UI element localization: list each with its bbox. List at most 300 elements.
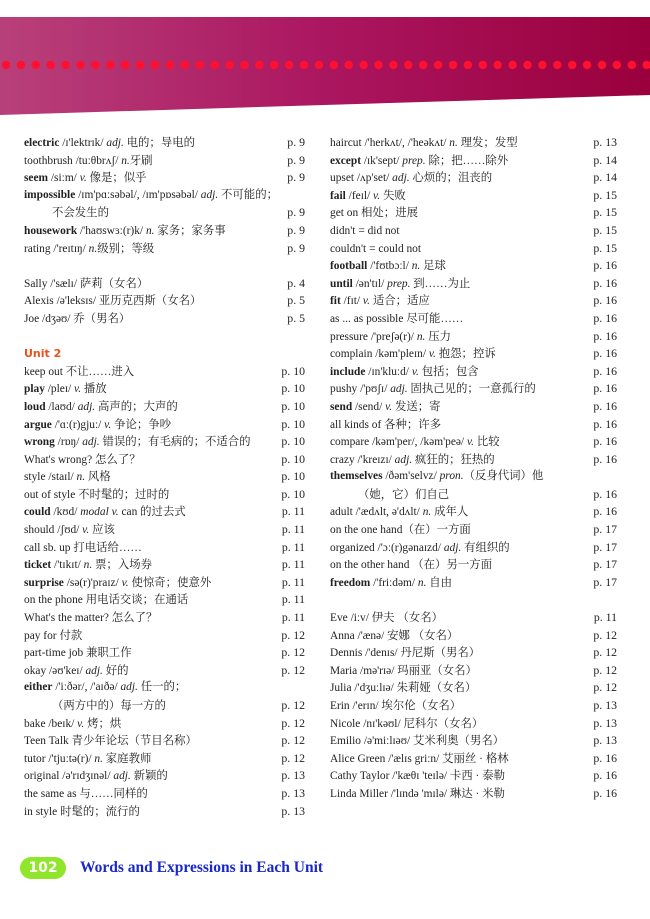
headword: Eve <box>330 612 348 625</box>
phonetic: /'ædʌlt, ə'dʌlt/ <box>352 506 423 519</box>
headword: send <box>330 400 353 413</box>
headword: organized <box>330 541 375 554</box>
headword: ticket <box>24 559 52 572</box>
headword: freedom <box>330 576 371 589</box>
glossary-entry <box>24 556 305 574</box>
page-reference: p. 14 <box>593 170 617 185</box>
part-of-speech: v. <box>466 436 475 449</box>
headword: Maria <box>330 664 358 677</box>
page-reference: p. 12 <box>593 627 617 642</box>
definition: 压力 <box>425 330 452 343</box>
glossary-entry <box>330 433 617 451</box>
page-reference: p. 9 <box>287 205 305 220</box>
headword: call sb. up <box>24 541 71 554</box>
definition: 与……同样的 <box>79 787 148 800</box>
part-of-speech: adj. <box>82 436 100 449</box>
phonetic: /'ælɪs griːn/ <box>385 752 443 765</box>
dot-decoration <box>76 61 84 69</box>
definition: 家务；家务事 <box>154 224 226 237</box>
definition: （在）另一方面 <box>412 559 493 572</box>
part-of-speech: pron. <box>439 470 464 483</box>
phonetic: /'herkʌt/, /'heəkʌt/ <box>361 137 450 149</box>
headword: bake <box>24 717 46 730</box>
dot-decoration <box>628 61 636 69</box>
definition: 争论；争吵 <box>111 418 172 431</box>
headword: fit <box>330 295 341 308</box>
page-reference: p. 16 <box>593 434 617 449</box>
headword: keep out <box>24 365 63 378</box>
headword: pay for <box>24 629 57 642</box>
dot-decoration <box>464 61 472 69</box>
part-of-speech: modal v. <box>80 506 119 519</box>
headword: Julia <box>330 682 352 695</box>
phonetic: /ə'miːlɪəʊ/ <box>361 735 413 748</box>
definition: 心烦的；沮丧的 <box>409 172 493 185</box>
headword: on the one hand <box>330 524 403 537</box>
glossary-entry <box>330 451 617 469</box>
dot-decoration <box>613 61 621 69</box>
dot-decoration <box>345 61 353 69</box>
glossary-entry <box>330 398 617 416</box>
page-reference: p. 5 <box>287 293 305 308</box>
definition: 乔（男名） <box>73 312 131 325</box>
definition: 除；把……除外 <box>425 154 509 167</box>
dot-decoration <box>300 61 308 69</box>
headword: Teen Talk <box>24 735 69 748</box>
part-of-speech: adj. <box>113 770 131 783</box>
unit-heading: Unit 2 <box>24 347 62 361</box>
definition: 不让……进入 <box>65 365 135 378</box>
definition: （反身代词）他 <box>463 470 544 483</box>
phonetic: /tuːθbrʌʃ/ <box>72 154 122 167</box>
headword: Dennis <box>330 647 363 660</box>
phonetic: /'haʊswɜː(r)k/ <box>77 224 146 237</box>
phonetic: /'ænə/ <box>354 629 388 642</box>
headword: on the phone <box>24 594 83 607</box>
phonetic: /ə'rɪdʒɪnəl/ <box>59 770 114 783</box>
definition: 疯狂的；狂热的 <box>412 453 495 466</box>
glossary-entry <box>330 134 617 152</box>
page-reference: p. 16 <box>593 398 617 413</box>
headword: should <box>24 524 55 537</box>
headword: fail <box>330 189 346 202</box>
dot-decoration <box>538 61 546 69</box>
headword: tutor <box>24 752 46 765</box>
glossary-entry <box>330 292 617 310</box>
definition: 有组织的 <box>461 541 510 554</box>
dot-decoration <box>2 61 10 69</box>
definition: 固执己见的；一意孤行的 <box>407 383 536 396</box>
glossary-entry <box>24 240 305 258</box>
glossary-entry <box>330 662 617 680</box>
definition: 票；入场券 <box>92 559 152 572</box>
glossary-entry <box>24 380 305 398</box>
headword: surprise <box>24 576 64 589</box>
glossary-entry <box>24 644 305 662</box>
part-of-speech: v. <box>77 717 85 730</box>
page-number-badge: 102 <box>20 857 66 879</box>
page-reference: p. 16 <box>593 275 617 290</box>
dot-decoration <box>419 61 427 69</box>
headword: Sally <box>24 277 48 290</box>
glossary-entry <box>24 591 305 609</box>
glossary-entry <box>24 486 305 504</box>
headword: Alexis <box>24 295 54 308</box>
headword: couldn't = could not <box>330 242 422 255</box>
phonetic: /'kreɪzɪ/ <box>354 453 395 466</box>
page-reference: p. 16 <box>593 346 617 361</box>
headword: impossible <box>24 188 76 201</box>
phonetic: /ɪ'lektrɪk/ <box>59 137 107 149</box>
glossary-entry <box>330 609 617 627</box>
glossary-entry <box>24 503 305 521</box>
definition: 玛丽亚（女名） <box>397 664 477 677</box>
definition: 家庭教师 <box>102 752 152 765</box>
definition: 理发；发型 <box>457 137 518 149</box>
dot-decoration <box>136 61 144 69</box>
page-reference: p. 15 <box>593 240 617 255</box>
phonetic: /'iːðər/, /'aɪðə/ <box>52 681 121 694</box>
headword: compare <box>330 436 370 449</box>
page-reference: p. 10 <box>281 486 305 501</box>
dot-decoration <box>568 61 576 69</box>
header-banner <box>0 0 650 120</box>
page-reference: p. 11 <box>281 539 305 554</box>
headword: all kinds of <box>330 418 382 431</box>
phonetic: /ɪn'kluːd/ <box>365 365 412 378</box>
page-reference: p. 15 <box>593 205 617 220</box>
definition: 琳达 · 米勒 <box>449 787 505 800</box>
headword: play <box>24 383 45 396</box>
phonetic: /'erɪn/ <box>349 700 382 712</box>
glossary-entry <box>330 257 617 275</box>
glossary-entry <box>330 556 617 574</box>
dot-decoration <box>359 61 367 69</box>
phonetic: /beɪk/ <box>45 717 78 730</box>
page-reference: p. 13 <box>593 135 617 149</box>
dot-decoration <box>121 61 129 69</box>
part-of-speech: n. <box>121 154 130 167</box>
glossary-entry <box>24 169 305 187</box>
glossary-entry <box>24 292 305 310</box>
phonetic: /kʊd/ <box>50 506 81 519</box>
definition: 比较 <box>474 436 500 449</box>
glossary-entry <box>24 363 305 381</box>
glossary-entry <box>330 697 617 715</box>
headword: complain <box>330 348 373 361</box>
phonetic: /'fʊtbɔːl/ <box>367 260 412 273</box>
headword: argue <box>24 418 52 431</box>
glossary-entry <box>330 750 617 768</box>
headword: crazy <box>330 453 355 466</box>
page-reference: p. 16 <box>593 504 617 519</box>
page-reference: p. 11 <box>281 610 305 625</box>
glossary-entry <box>330 187 617 205</box>
glossary-entry <box>330 627 617 645</box>
page-reference: p. 9 <box>287 152 305 167</box>
definition: 怎么了？ <box>111 612 158 625</box>
page-reference: p. 16 <box>593 768 617 783</box>
definition: 尽可能…… <box>406 312 464 325</box>
phonetic: /iːv/ <box>347 612 372 625</box>
part-of-speech: adj. <box>77 400 96 413</box>
phonetic: /ɪm'pɑːsəbəl/, /ɪm'pɒsəbəl/ <box>75 188 201 201</box>
page-reference: p. 13 <box>281 785 305 800</box>
headword: Cathy Taylor <box>330 770 390 783</box>
glossary-entry <box>330 328 617 346</box>
page-reference: p. 13 <box>593 715 617 730</box>
part-of-speech: adj. <box>394 453 413 466</box>
headword: the same as <box>24 787 77 800</box>
part-of-speech: adj. <box>392 172 410 185</box>
headword: part-time job <box>24 647 84 660</box>
definition: 青少年论坛（节目名称） <box>71 735 197 748</box>
page-reference: p. 15 <box>593 187 617 202</box>
entry-continuation <box>330 486 617 504</box>
definition: 级别；等级 <box>97 242 155 255</box>
glossary-entry <box>330 732 617 750</box>
page-reference: p. 12 <box>281 662 305 677</box>
page-reference: p. 11 <box>281 592 305 607</box>
part-of-speech: v. <box>82 524 90 537</box>
glossary-entry <box>330 380 617 398</box>
headword: football <box>330 260 368 273</box>
dot-decoration <box>434 61 442 69</box>
definition: （她，它）们自己 <box>358 488 450 501</box>
headword: What's the matter? <box>24 612 109 625</box>
glossary-entry <box>330 152 617 170</box>
headword: rating <box>24 242 51 255</box>
dot-decoration <box>91 61 99 69</box>
definition: 适合；适应 <box>369 295 430 308</box>
page-reference: p. 12 <box>593 680 617 695</box>
part-of-speech: n. <box>416 330 426 343</box>
page-reference: p. 10 <box>281 434 305 449</box>
definition: 各种；许多 <box>384 418 442 431</box>
dot-decoration <box>598 61 606 69</box>
dot-decoration <box>106 61 114 69</box>
phonetic: /'tjuːtə(r)/ <box>45 752 95 765</box>
phonetic: /'reɪtɪŋ/ <box>50 242 89 255</box>
headword: didn't = did not <box>330 224 400 237</box>
phonetic: /'dʒuːlɪə/ <box>351 682 397 695</box>
glossary-entry <box>330 416 617 434</box>
part-of-speech: v. <box>79 172 87 185</box>
dot-decoration <box>151 61 159 69</box>
headword: pressure <box>330 330 368 343</box>
page-reference: p. 16 <box>593 416 617 431</box>
page-reference: p. 10 <box>281 381 305 396</box>
glossary-entry <box>330 222 617 240</box>
glossary-entry <box>24 310 305 328</box>
definition: 伊夫 （女名） <box>371 612 443 625</box>
dot-decoration <box>270 61 278 69</box>
part-of-speech: v. <box>104 418 112 431</box>
page-reference: p. 14 <box>593 152 617 167</box>
dot-decoration <box>449 61 457 69</box>
page-reference: p. 10 <box>281 416 305 431</box>
page-reference: p. 9 <box>287 222 305 237</box>
phonetic: /'lɪndə 'mɪlə/ <box>387 787 450 800</box>
definition: 风格 <box>85 471 111 484</box>
part-of-speech: v. <box>411 365 419 378</box>
page-reference: p. 11 <box>281 522 305 537</box>
definition: 包括；包含 <box>418 365 479 378</box>
definition: 艾丽丝 · 格林 <box>442 752 509 765</box>
phonetic: /kəm'per/, /kəm'peə/ <box>369 436 467 449</box>
phonetic: /əʊ'keɪ/ <box>46 664 86 677</box>
definition: 自由 <box>426 576 453 589</box>
headword: Emilio <box>330 735 362 748</box>
headword: adult <box>330 506 353 519</box>
definition: （在）一方面 <box>402 524 471 537</box>
part-of-speech: adj. <box>390 383 408 396</box>
definition: 到……为止 <box>410 277 471 290</box>
part-of-speech: n. <box>417 576 427 589</box>
page-reference: p. 9 <box>287 135 305 149</box>
definition: 高声的；大声的 <box>95 400 178 413</box>
page-reference: p. 17 <box>593 574 617 589</box>
page-reference: p. 11 <box>281 574 305 589</box>
headword: in style <box>24 805 58 818</box>
part-of-speech: n. <box>83 559 93 572</box>
phonetic: /fɪt/ <box>340 295 363 308</box>
part-of-speech: adj. <box>120 681 138 694</box>
definition: 使惊奇；使意外 <box>128 576 212 589</box>
headword: either <box>24 681 53 694</box>
glossary-entry <box>330 767 617 785</box>
dot-decoration <box>32 61 40 69</box>
headword: Alice Green <box>330 752 386 765</box>
dot-decoration <box>61 61 69 69</box>
phonetic: /siːm/ <box>48 172 80 185</box>
page-reference: p. 16 <box>593 750 617 765</box>
glossary-entry <box>330 539 617 557</box>
right-column <box>330 134 617 803</box>
part-of-speech: n. <box>449 137 458 149</box>
page-reference: p. 13 <box>281 768 305 783</box>
dot-decoration <box>494 61 502 69</box>
headword: electric <box>24 137 60 149</box>
dot-decoration <box>374 61 382 69</box>
page-reference: p. 12 <box>281 698 305 712</box>
definition: can 的过去式 <box>118 506 186 519</box>
page-reference: p. 16 <box>593 328 617 343</box>
glossary-entry <box>330 521 617 539</box>
glossary-entry <box>24 767 305 785</box>
word-list-unit1 <box>24 134 305 257</box>
part-of-speech: adj. <box>85 664 103 677</box>
phonetic: /sə(r)'praɪz/ <box>63 576 122 589</box>
page-reference: p. 9 <box>287 240 305 255</box>
dot-decoration <box>479 61 487 69</box>
headword: Erin <box>330 700 350 712</box>
headword: Nicole <box>330 717 361 730</box>
headword: housework <box>24 224 78 237</box>
entry-continuation <box>24 697 305 715</box>
phonetic: /rɒŋ/ <box>54 436 83 449</box>
headword: loud <box>24 400 46 413</box>
headword: Linda Miller <box>330 787 388 800</box>
dot-decoration <box>255 61 263 69</box>
definition: 怎么了？ <box>95 453 141 466</box>
page-reference: p. 16 <box>593 293 617 308</box>
definition: 好的 <box>102 664 129 677</box>
glossary-entry <box>24 662 305 680</box>
phonetic: /laʊd/ <box>45 400 78 413</box>
page-reference: p. 16 <box>593 381 617 396</box>
phonetic: /ʌp'set/ <box>354 172 393 185</box>
phonetic: /staɪl/ <box>45 471 77 484</box>
glossary-entry <box>24 275 305 293</box>
dot-decoration <box>225 61 233 69</box>
glossary-entry <box>330 363 617 381</box>
phonetic: /nɪ'kəʊl/ <box>360 717 404 730</box>
glossary-entry <box>330 679 617 697</box>
definition: 萨莉（女名） <box>79 277 149 290</box>
glossary-entry <box>24 398 305 416</box>
phonetic: /ðəm'selvz/ <box>382 470 440 483</box>
definition: 艾米利奥（男名） <box>412 735 505 748</box>
headword: Joe <box>24 312 40 325</box>
headword: themselves <box>330 470 383 483</box>
glossary-entry <box>330 574 617 592</box>
definition: 成年人 <box>431 506 469 519</box>
dot-decoration <box>553 61 561 69</box>
dot-decoration <box>508 61 516 69</box>
definition: 用电话交谈；在通话 <box>85 594 189 607</box>
glossary-entry <box>24 222 305 240</box>
definition: 朱莉娅（女名） <box>396 682 477 695</box>
definition: 亚历克西斯（女名） <box>98 295 202 308</box>
entry-continuation <box>24 204 305 222</box>
page-reference: p. 10 <box>281 363 305 378</box>
glossary-entry <box>24 416 305 434</box>
definition: （两方中的）每一方的 <box>52 700 166 712</box>
definition: 像是；似乎 <box>86 172 147 185</box>
definition: 牙刷 <box>129 154 153 167</box>
page-reference: p. 12 <box>281 627 305 642</box>
page-reference: p. 10 <box>281 398 305 413</box>
glossary-entry <box>330 240 617 258</box>
page-footer <box>20 857 323 879</box>
part-of-speech: v. <box>121 576 129 589</box>
page-reference: p. 12 <box>281 715 305 730</box>
phonetic: /ɪk'sept/ <box>361 154 403 167</box>
glossary-entry <box>24 468 305 486</box>
page-reference: p. 5 <box>287 310 305 325</box>
headword: Anna <box>330 629 355 642</box>
page-reference: p. 13 <box>593 698 617 712</box>
page-reference: p. 11 <box>281 504 305 519</box>
phonetic: /'ɑː(r)gjuː/ <box>51 418 105 431</box>
headword: upset <box>330 172 355 185</box>
definition: 安娜 （女名） <box>387 629 459 642</box>
glossary-entry <box>330 310 617 328</box>
part-of-speech: n. <box>76 471 86 484</box>
page-reference: p. 16 <box>593 451 617 466</box>
part-of-speech: v. <box>373 189 381 202</box>
page-reference: p. 17 <box>593 557 617 572</box>
definition: 不可能的； <box>218 188 278 201</box>
glossary-entry <box>24 715 305 733</box>
left-column <box>24 134 305 820</box>
dot-decoration <box>285 61 293 69</box>
part-of-speech: v. <box>428 348 436 361</box>
page-reference: p. 12 <box>281 750 305 765</box>
glossary-entry <box>24 433 305 451</box>
glossary-entry <box>24 134 305 152</box>
